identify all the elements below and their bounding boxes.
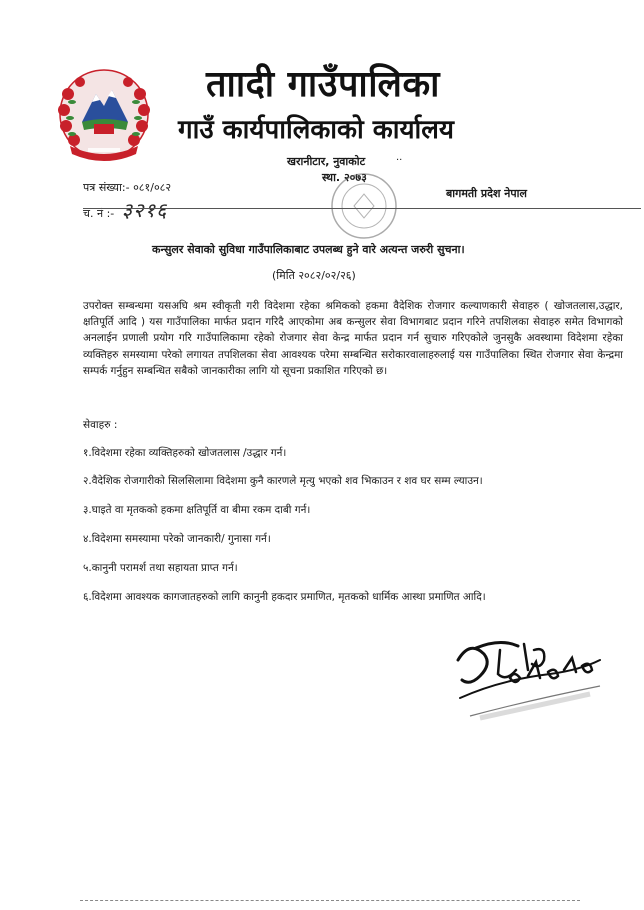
letter-number: पत्र संख्या:- ०८१/०८२: [83, 181, 172, 194]
notice-subject: कन्सुलर सेवाको सुविधा गाउँपालिकाबाट उपलब्ध हुने वारे अत्यन्त जरुरी सुचना।: [152, 243, 465, 256]
decorative-dots: ..: [396, 152, 403, 163]
notice-date: (मिति २०८२/०२/२६): [272, 269, 356, 282]
dispatch-number-value: ३२१६: [121, 198, 168, 222]
established-year: स्था. २०७३: [322, 171, 367, 184]
notice-paragraph: उपरोक्त सम्बन्धमा यसअघि श्रम स्वीकृती गरी विदेशमा रहेका श्रमिकको हकमा वैदेशिक रोजगार कल्याणकारी सेवाहरु ( खोजतलास,उद्धार, क्षतिपूर्ति आदि ) यस गाउँपालिका मार्फत प्रदान गरिदै आएकोमा अब कन्सुलर सेवा विभागबाट प्रदान गरिने तपशिलका सेवाहरु समेत विभागको अनलाईन प्रणाली प्रयोग गरि गाउँपालिकामा रहेको रोजगार सेवा केन्द्र मार्फत प्रदान गर्न सुचारु गरिएकोले जुनसुकै अवस्थामा विदेशमा रहेका व्यक्तिहरु समस्यामा परेको लगायत तपशिलका सेवा आवश्यक परेमा सम्बन्धित सरोकारवालाहरुलाई यस गाउँपालिका स्थित रोजगार सेवा केन्द्रमा सम्पर्क गर्नुहुन सम्बन्धित सबैको जानकारीका लागि यो सूचना प्रकाशित गरिएको छ।: [83, 300, 623, 377]
service-item-6: ६.विदेशमा आवश्यक कागजातहरुको लागि कानुनी हकदार प्रमाणित, मृतकको धार्मिक आस्था प्रमाणित आदि।: [83, 591, 486, 603]
dispatch-number-label: च. नं :-: [83, 207, 115, 220]
header-divider: [83, 208, 641, 209]
nepal-emblem-icon: [50, 64, 158, 168]
services-heading: सेवाहरु :: [83, 419, 118, 431]
signature-icon: [440, 620, 610, 725]
page-title: ताादी गाउँपालिका: [206, 64, 440, 105]
service-item-2: २.वैदेशिक रोजगारीको सिलसिलामा विदेशमा कुनै कारणले मृत्यु भएको शव भिकाउन र शव घर सम्म ल्याउन।: [83, 475, 483, 487]
province-name: बागमती प्रदेश नेपाल: [446, 187, 527, 200]
service-item-5: ५.कानुनी परामर्श तथा सहायता प्राप्त गर्न।: [83, 562, 238, 574]
dispatch-number-row: [83, 196, 167, 223]
office-stamp-icon: [328, 170, 400, 242]
service-item-4: ४.विदेशमा समस्यामा परेको जानकारी/ गुनासा गर्न।: [83, 533, 271, 545]
office-location: खरानीटार, नुवाकोट: [287, 155, 366, 168]
footer-divider: [80, 900, 580, 901]
service-item-1: १.विदेशमा रहेका व्यक्तिहरुको खोजतलास /उद्धार गर्न।: [83, 447, 287, 459]
office-subtitle: गाउँ कार्यपालिकाको कार्यालय: [178, 115, 454, 145]
service-item-3: ३.घाइते वा मृतकको हकमा क्षतिपूर्ति वा बीमा रकम दाबी गर्न।: [83, 504, 311, 516]
